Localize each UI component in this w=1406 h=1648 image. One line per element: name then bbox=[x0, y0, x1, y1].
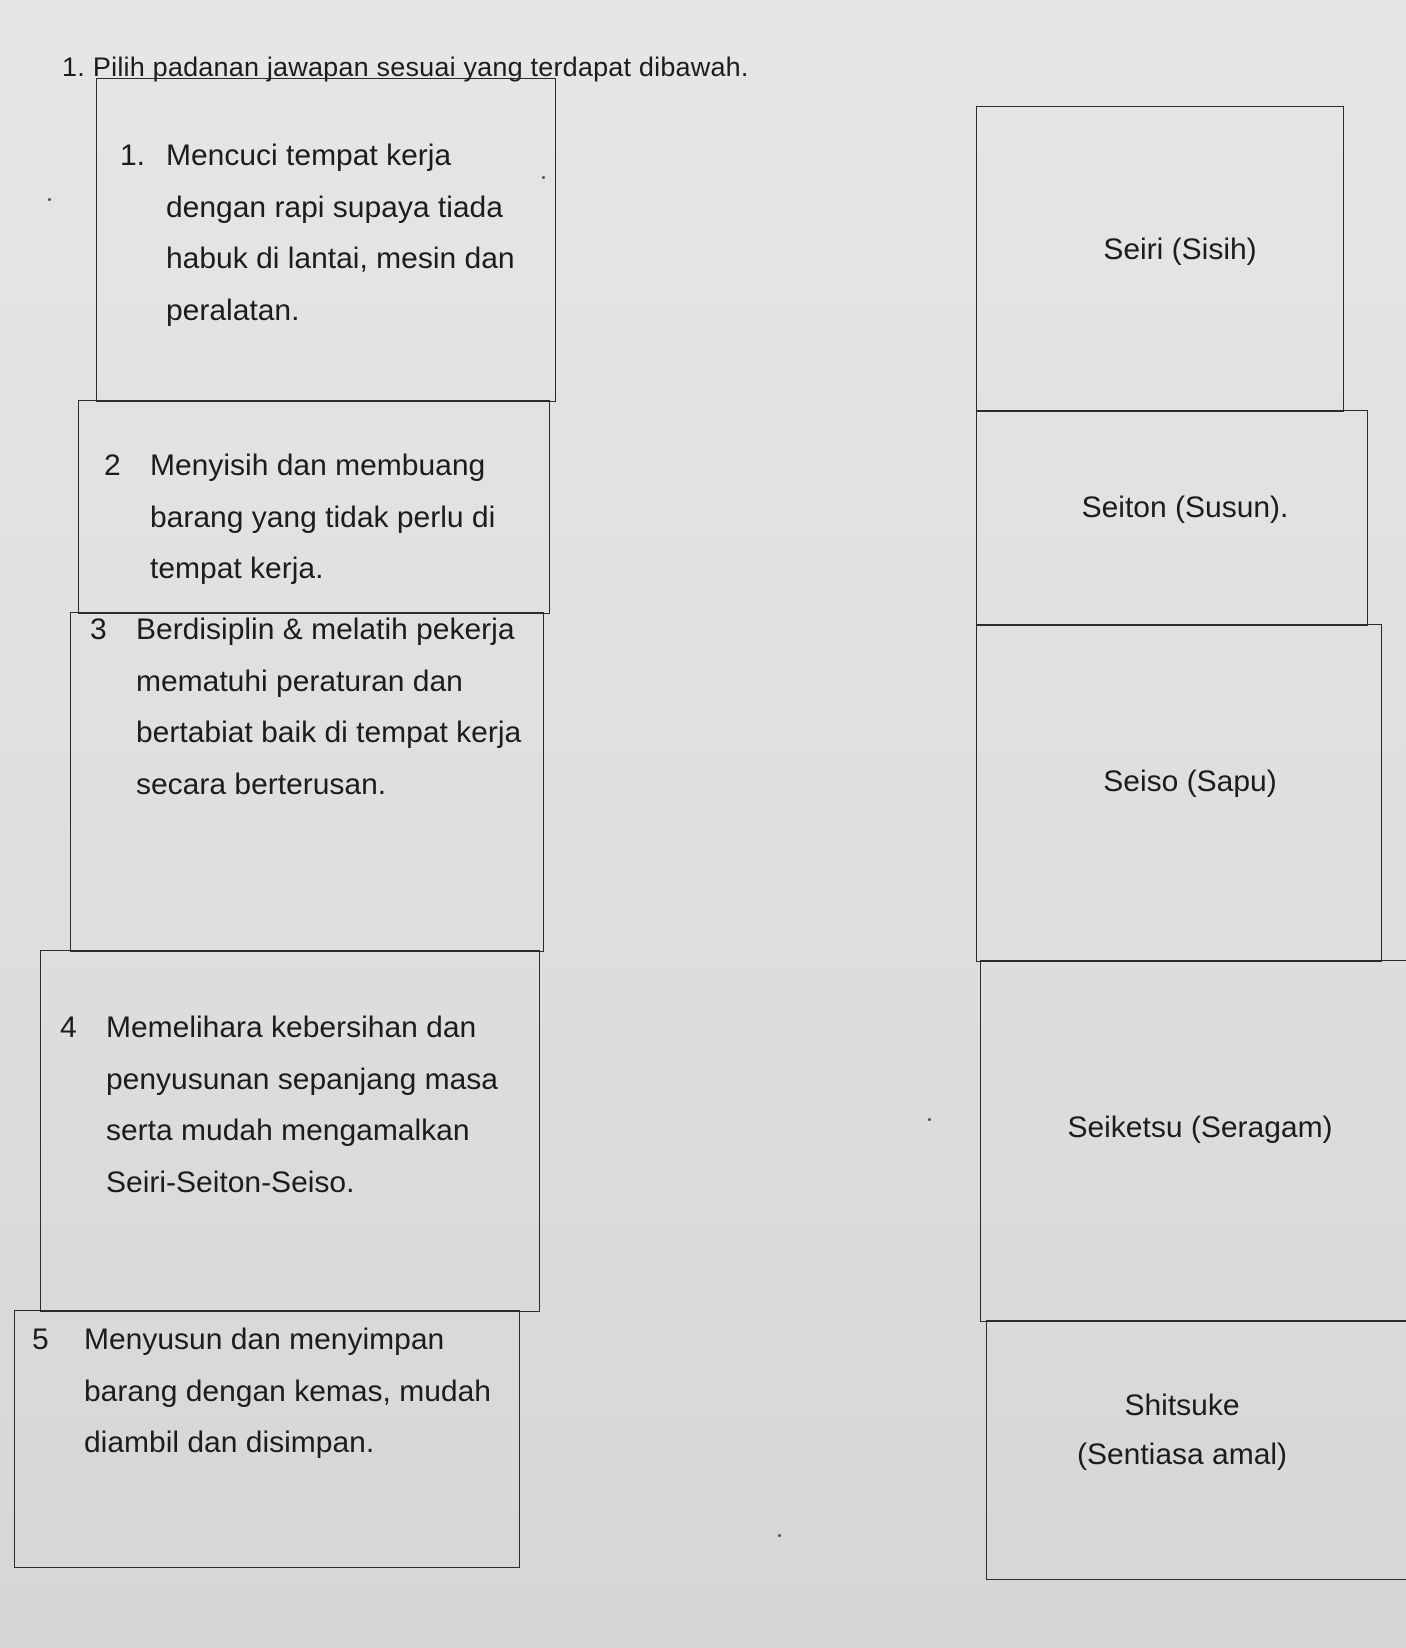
question-text: Menyusun dan menyimpan barang dengan kemas, mudah diambil dan disimpan. bbox=[84, 1323, 491, 1460]
question-1 bbox=[120, 130, 540, 336]
question-number: 1. bbox=[120, 139, 146, 172]
question-number: 4 bbox=[60, 1011, 77, 1044]
question-number: 2 bbox=[104, 449, 121, 482]
answer-1: Seiri (Sisih) bbox=[1103, 233, 1257, 266]
answer-3: Seiso (Sapu) bbox=[1103, 765, 1277, 798]
question-2 bbox=[104, 440, 544, 595]
paper-speck bbox=[928, 1118, 931, 1121]
question-4 bbox=[60, 1002, 520, 1208]
answer-2: Seiton (Susun). bbox=[1081, 491, 1289, 524]
question-number: 5 bbox=[32, 1323, 49, 1356]
answer-4: Seiketsu (Seragam) bbox=[1067, 1111, 1333, 1144]
instruction-text: Pilih padanan jawapan sesuai yang terdapat dibawah. bbox=[92, 52, 749, 82]
question-text: Mencuci tempat kerja dengan rapi supaya tiada habuk di lantai, mesin dan peralatan. bbox=[166, 139, 515, 327]
question-number: 3 bbox=[90, 613, 107, 646]
question-text: Berdisiplin & melatih pekerja mematuhi peraturan dan bertabiat baik di tempat kerja secara berterusan. bbox=[136, 613, 522, 801]
question-5 bbox=[32, 1314, 512, 1469]
paper-speck bbox=[48, 198, 51, 201]
question-text: Menyisih dan membuang barang yang tidak perlu di tempat kerja. bbox=[150, 449, 496, 586]
question-text: Memelihara kebersihan dan penyusunan sepanjang masa serta mudah mengamalkan Seiri-Seiton-Seiso. bbox=[106, 1011, 498, 1199]
question-3 bbox=[90, 604, 530, 810]
paper-speck bbox=[542, 176, 545, 179]
answer-5: Shitsuke (Sentiasa amal) bbox=[1076, 1389, 1288, 1471]
paper-speck bbox=[778, 1534, 781, 1537]
instruction-number: 1. bbox=[62, 52, 85, 82]
